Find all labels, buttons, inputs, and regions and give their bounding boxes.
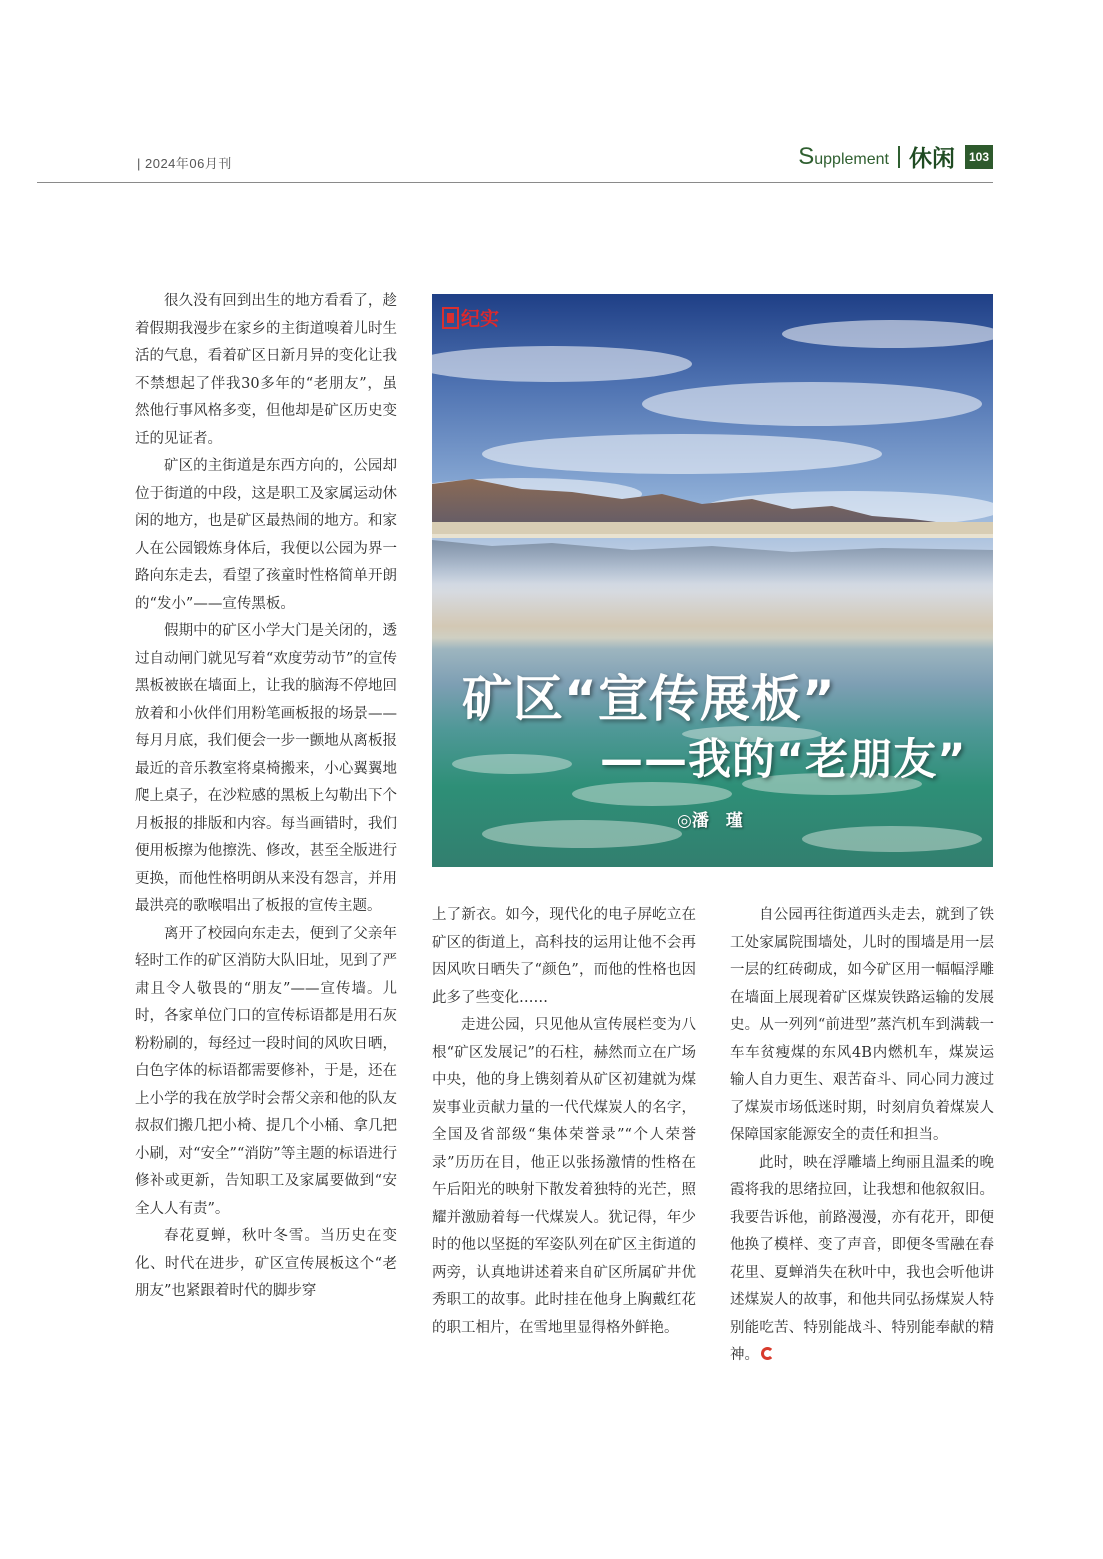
section-header xyxy=(798,140,993,173)
article-end-icon xyxy=(761,1347,774,1360)
badge-logo-icon xyxy=(442,307,459,329)
paragraph-final: 此时，映在浮雕墙上绚丽且温柔的晚霞将我的思绪拉回，让我想和他叙叙旧。我要告诉他，前路漫漫，亦有花开，即便他换了模样、变了声音，即便冬雪融在春花里、夏蝉消失在秋叶中，我也会听他讲述煤炭人的故事，和他共同弘扬煤炭人特别能吃苦、特别能战斗、特别能奉献的精神。 xyxy=(730,1154,994,1363)
article-author: ◎潘 瑾 xyxy=(677,811,743,831)
section-category: 休闲 xyxy=(908,146,955,172)
hero-image xyxy=(432,294,993,867)
paragraph: 假期中的矿区小学大门是关闭的，透过自动闸门就见写着“欢度劳动节”的宣传黑板被嵌在墙面上，让我的脑海不停地回放着和小伙伴们用粉笔画板报的场景——每月月底，我们便会一步一颤地从离板报最近的音乐教室将桌椅搬来，小心翼翼地爬上桌子，在沙粒感的黑板上勾勒出下个月板报的排版和内容。每当画错时，我们便用板擦为他擦洗、修改，甚至全版进行更换，而他性格明朗从来没有怨言，并用最洪亮的歌喉唱出了板报的宣传主题。 xyxy=(135,623,397,914)
paragraph: 自公园再往街道西头走去，就到了铁工处家属院围墙处，儿时的围墙是用一层一层的红砖砌成，如今矿区用一幅幅浮雕在墙面上展现着矿区煤炭铁路运输的发展史。从一列列“前进型”蒸汽机车到满载一车车贫瘦煤的东风4B内燃机车，煤炭运输人自力更生、艰苦奋斗、同心同力渡过了煤炭市场低迷时期，时刻肩负着煤炭人保障国家能源安全的责任和担当。 xyxy=(730,907,994,1143)
paragraph: 春花夏蝉，秋叶冬雪。当历史在变化、时代在进步，矿区宣传展板这个“老朋友”也紧跟着时代的脚步穿 xyxy=(135,1228,397,1299)
issue-date: | 2024年06月刊 xyxy=(137,156,232,171)
page-number: 103 xyxy=(965,145,993,169)
article-column-2 xyxy=(432,902,696,1342)
article-title: 矿区“宣传展板” xyxy=(462,670,836,728)
supplement-label: Supplement xyxy=(798,142,889,170)
header-divider xyxy=(898,146,900,168)
paragraph: 上了新衣。如今，现代化的电子屏屹立在矿区的街道上，高科技的运用让他不会再因风吹日晒失了“颜色”，而他的性格也因此多了些变化…… xyxy=(432,907,696,1006)
paragraph: 矿区的主街道是东西方向的，公园却位于街道的中段，这是职工及家属运动休闲的地方，也是矿区最热闹的地方。和家人在公园锻炼身体后，我便以公园为界一路向东走去，看望了孩童时性格简单开朗的“发小”——宣传黑板。 xyxy=(135,458,397,612)
article-column-1 xyxy=(135,288,397,1306)
paragraph: 很久没有回到出生的地方看看了，趁着假期我漫步在家乡的主街道嗅着儿时生活的气息，看着矿区日新月异的变化让我不禁想起了伴我30多年的“老朋友”，虽然他行事风格多变，但他却是矿区历史变迁的见证者。 xyxy=(135,293,397,447)
paragraph: 走进公园，只见他从宣传展栏变为八根“矿区发展记”的石柱，赫然而立在广场中央，他的身上镌刻着从矿区初建就为煤炭事业贡献力量的一代代煤炭人的名字，全国及省部级“集体荣誉录”“个人荣誉录”历历在目，他正以张扬激情的性格在午后阳光的映射下散发着独特的光芒，照耀并激励着每一代煤炭人。犹记得，年少时的他以坚挺的军姿队列在矿区主街道的两旁，认真地讲述着来自矿区所属矿井优秀职工的故事。此时挂在他身上胸戴红花的职工相片，在雪地里显得格外鲜艳。 xyxy=(432,1017,696,1336)
paragraph: 离开了校园向东走去，便到了父亲年轻时工作的矿区消防大队旧址，见到了严肃且令人敬畏的“朋友”——宣传墙。儿时，各家单位门口的宣传标语都是用石灰粉粉刷的，每经过一段时间的风吹日晒，白色字体的标语都需要修补，于是，还在上小学的我在放学时会帮父亲和他的队友叔叔们搬几把小椅、提几个小桶、拿几把小刷，对“安全”“消防”等主题的标语进行修补或更新，告知职工及家属要做到“安全人人有责”。 xyxy=(135,925,397,1217)
header-rule xyxy=(37,182,993,183)
article-subtitle: ——我的“老朋友” xyxy=(600,735,967,785)
article-column-3 xyxy=(730,902,994,1370)
category-badge: 纪实 xyxy=(442,304,499,331)
